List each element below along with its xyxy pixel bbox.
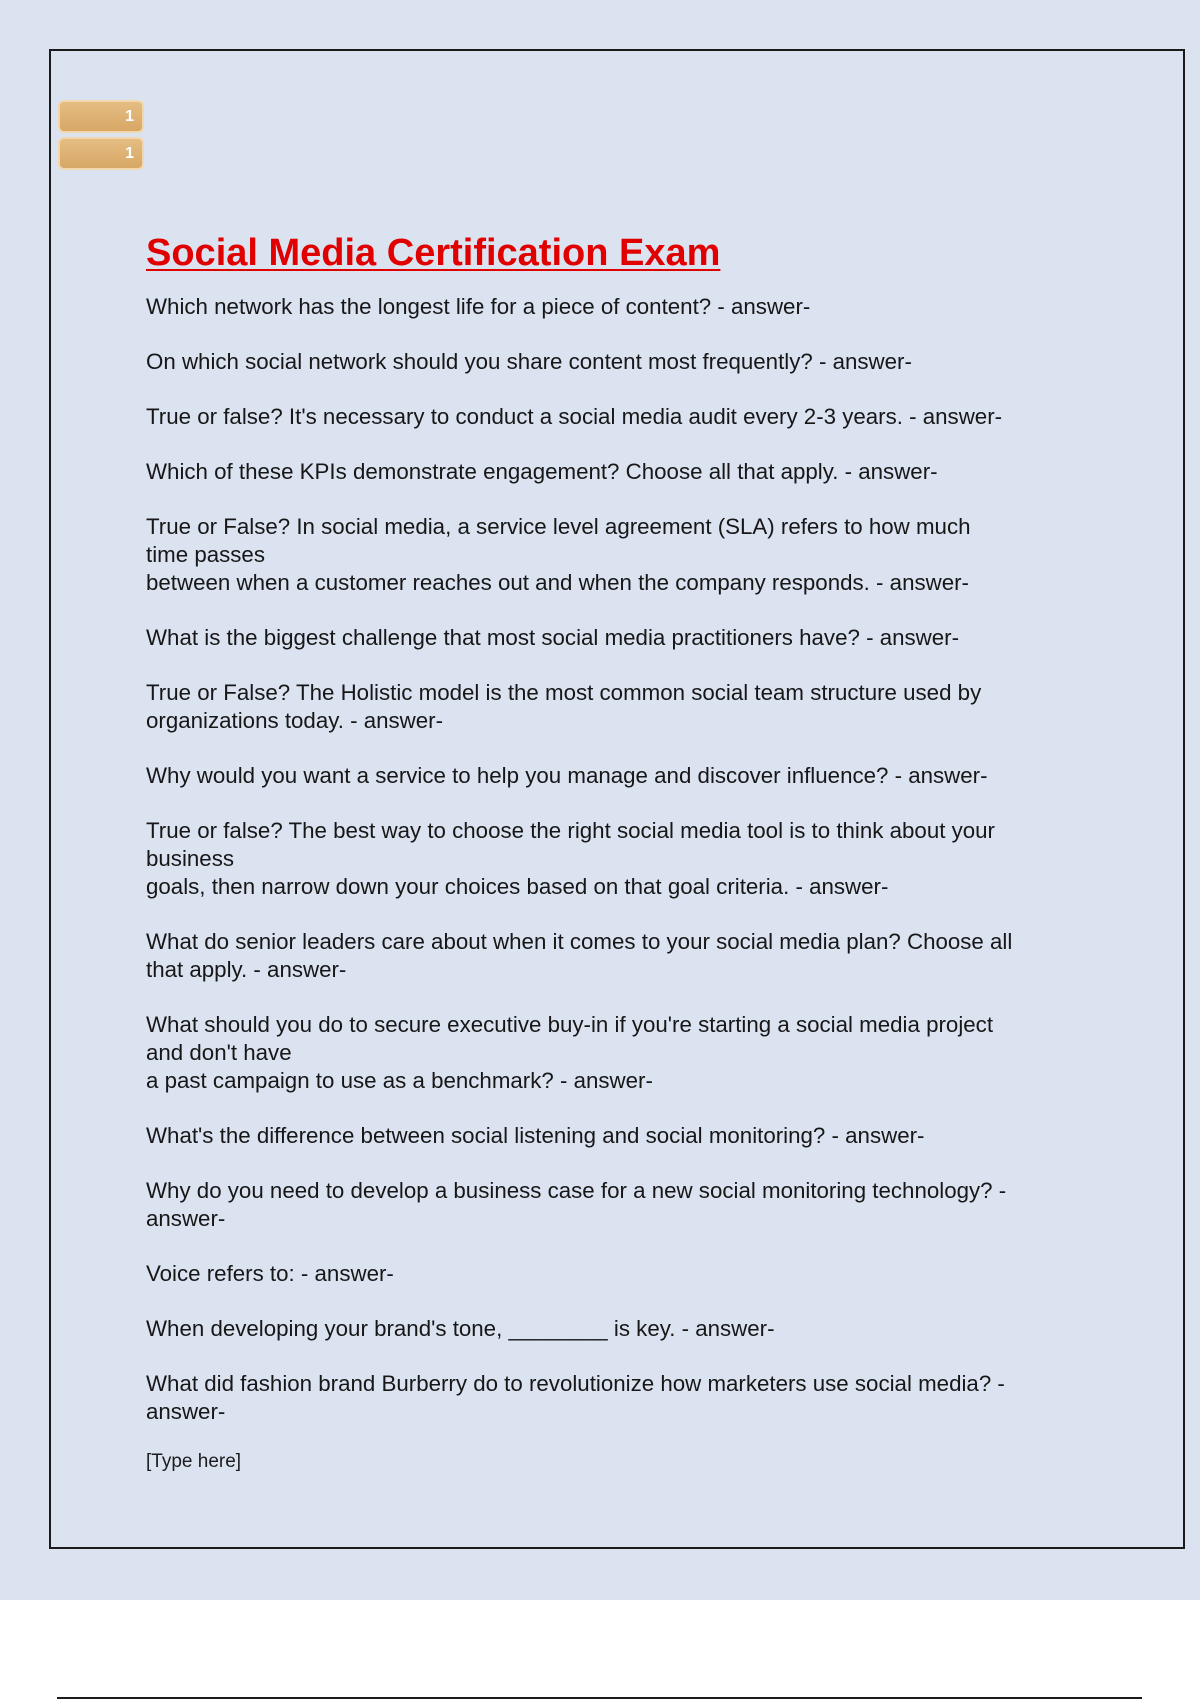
exam-question: Which network has the longest life for a piece of content? - answer- bbox=[146, 294, 811, 319]
exam-question: When developing your brand's tone, ________ is key. - answer- bbox=[146, 1316, 775, 1341]
exam-question: What should you do to secure executive buy-in if you're starting a social media project and don't have a past campaign to use as a benchmark? - answer- bbox=[146, 1012, 994, 1093]
exam-question: Why would you want a service to help you manage and discover influence? - answer- bbox=[146, 763, 988, 788]
document-title: Social Media Certification Exam bbox=[146, 232, 721, 274]
exam-question: What is the biggest challenge that most social media practitioners have? - answer- bbox=[146, 625, 959, 650]
question-list bbox=[146, 293, 1086, 1426]
exam-question: Voice refers to: - answer- bbox=[146, 1261, 394, 1286]
document-content bbox=[146, 225, 1086, 1475]
exam-question: True or False? The Holistic model is the most common social team structure used by organizations today. - answer- bbox=[146, 680, 982, 733]
exam-question: What do senior leaders care about when it comes to your social media plan? Choose all that apply. - answer- bbox=[146, 929, 1013, 982]
page-number-badge: 1 bbox=[58, 100, 144, 133]
exam-question: What's the difference between social listening and social monitoring? - answer- bbox=[146, 1123, 925, 1148]
exam-question: On which social network should you share content most frequently? - answer- bbox=[146, 349, 912, 374]
exam-question: Which of these KPIs demonstrate engagement? Choose all that apply. - answer- bbox=[146, 459, 938, 484]
exam-question: True or false? It's necessary to conduct a social media audit every 2-3 years. - answer- bbox=[146, 404, 1003, 429]
exam-question: Why do you need to develop a business case for a new social monitoring technology? - answer- bbox=[146, 1178, 1007, 1231]
exam-question: True or False? In social media, a service level agreement (SLA) refers to how much time passes between when a customer reaches out and when the company responds. - answer- bbox=[146, 514, 971, 595]
exam-question: True or false? The best way to choose the right social media tool is to think about your business goals, then narrow down your choices based on that goal criteria. - answer- bbox=[146, 818, 995, 899]
page-number-badges bbox=[58, 100, 144, 174]
page-number-badge: 1 bbox=[58, 137, 144, 170]
footer-placeholder-text: [Type here] bbox=[146, 1451, 242, 1472]
bottom-page-divider bbox=[57, 1697, 1142, 1699]
exam-question: What did fashion brand Burberry do to revolutionize how marketers use social media? - answer- bbox=[146, 1371, 1005, 1424]
